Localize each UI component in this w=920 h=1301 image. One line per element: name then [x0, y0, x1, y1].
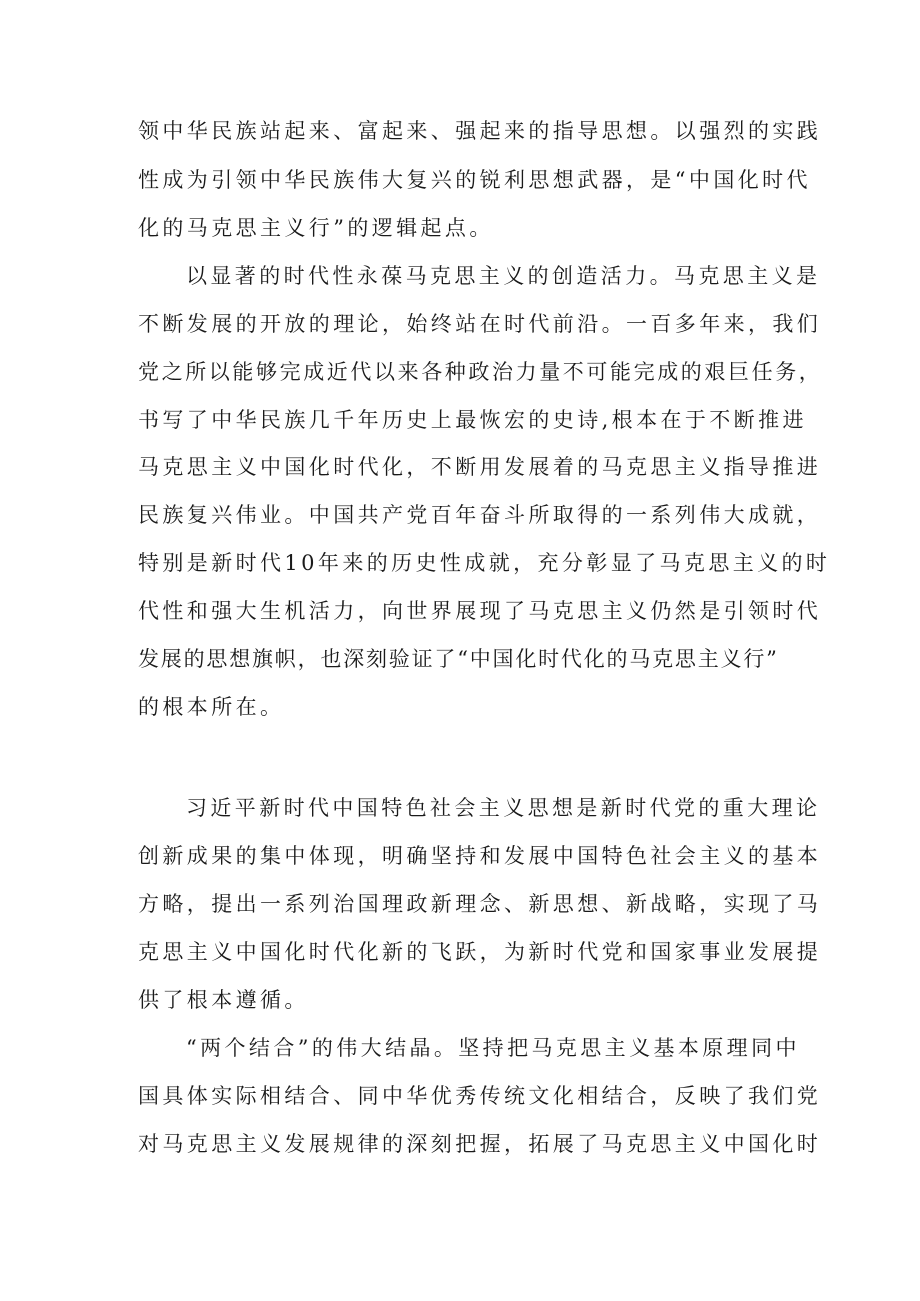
text-line: 发展的思想旗帜，也深刻验证了“中国化时代化的马克思主义行” — [138, 647, 779, 671]
paragraph-first-line: 以显著的时代性永葆马克思主义的创造活力。马克思主义是 — [186, 264, 821, 288]
text-line: 的根本所在。 — [138, 695, 285, 719]
text-line: 对马克思主义发展规律的深刻把握，拓展了马克思主义中国化时 — [138, 1132, 822, 1156]
text-line: 马克思主义中国化时代化，不断用发展着的马克思主义指导推进 — [138, 455, 822, 479]
text-line: 化的马克思主义行”的逻辑起点。 — [138, 216, 494, 240]
text-line: 方略，提出一系列治国理政新理念、新思想、新战略，实现了马 — [138, 892, 822, 916]
text-line: 书写了中华民族几千年历史上最恢宏的史诗,根本在于不断推进 — [138, 408, 807, 432]
paragraph-first-line: “两个结合”的伟大结晶。坚持把马克思主义基本原理同中 — [186, 1036, 800, 1060]
text-line: 领中华民族站起来、富起来、强起来的指导思想。以强烈的实践 — [138, 119, 822, 143]
text-line: 民族复兴伟业。中国共产党百年奋斗所取得的一系列伟大成就， — [138, 503, 822, 527]
text-line: 克思主义中国化时代化新的飞跃，为新时代党和国家事业发展提 — [138, 940, 822, 964]
text-line: 特别是新时代10年来的历史性成就，充分彰显了马克思主义的时 — [138, 551, 831, 575]
text-line: 供了根本遵循。 — [138, 988, 309, 1012]
text-line: 党之所以能够完成近代以来各种政治力量不可能完成的艰巨任务， — [138, 360, 823, 384]
text-line: 性成为引领中华民族伟大复兴的锐利思想武器，是“中国化时代 — [138, 168, 811, 192]
text-line: 创新成果的集中体现，明确坚持和发展中国特色社会主义的基本 — [138, 844, 822, 868]
paragraph-first-line: 习近平新时代中国特色社会主义思想是新时代党的重大理论 — [186, 796, 821, 820]
text-line: 不断发展的开放的理论，始终站在时代前沿。一百多年来，我们 — [138, 312, 822, 336]
text-line: 国具体实际相结合、同中华优秀传统文化相结合，反映了我们党 — [138, 1084, 822, 1108]
text-line: 代性和强大生机活力，向世界展现了马克思主义仍然是引领时代 — [138, 599, 822, 623]
